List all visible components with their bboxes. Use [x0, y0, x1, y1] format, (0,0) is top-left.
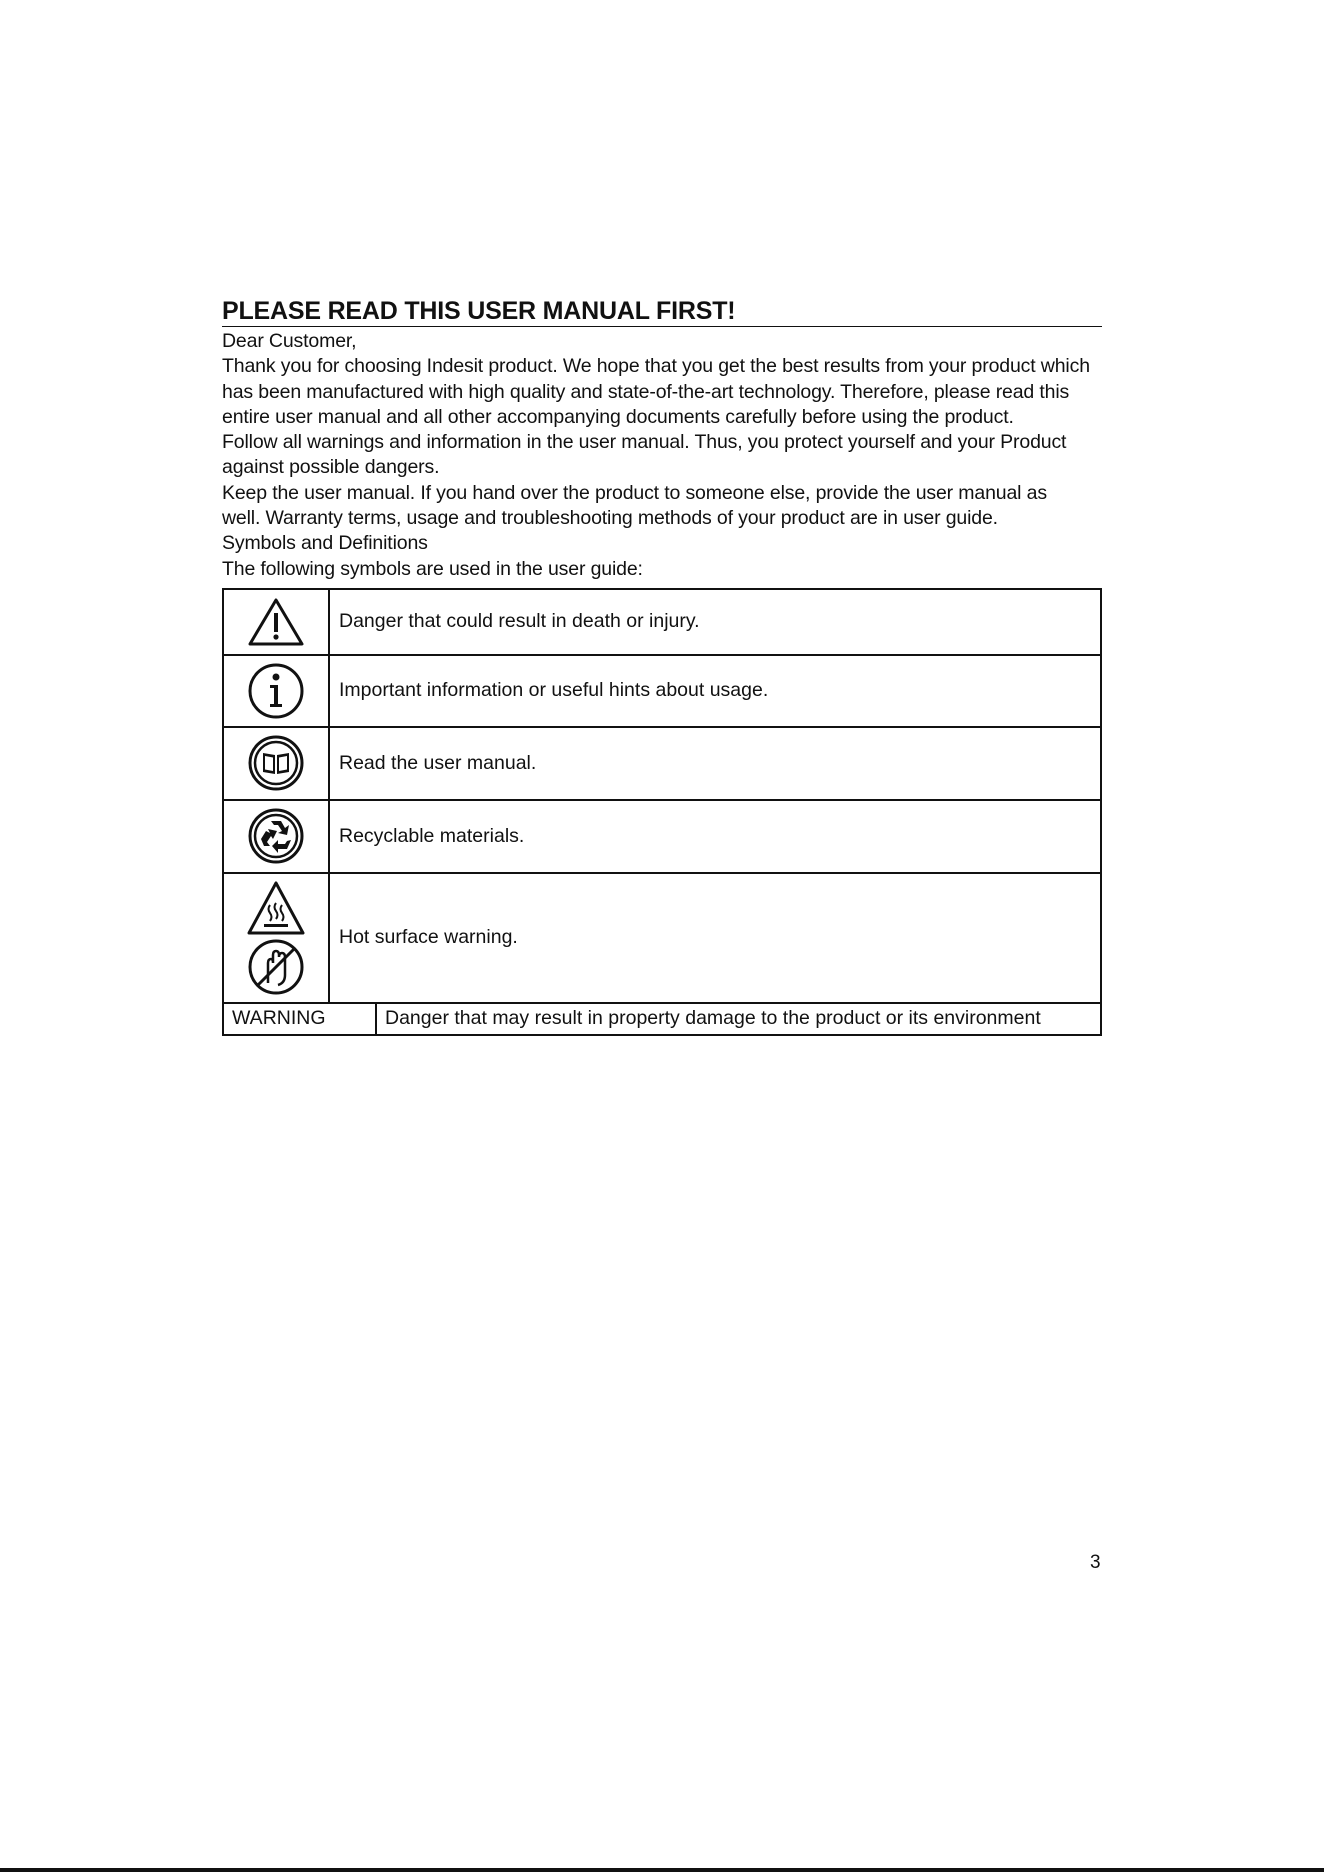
- icon-cell: [223, 655, 329, 727]
- intro-text: [222, 329, 1102, 582]
- table-row: [223, 800, 1101, 873]
- section-subtitle: Symbols and Definitions: [222, 532, 428, 555]
- symbol-description: Hot surface warning.: [329, 873, 1101, 1003]
- symbol-description: Important information or useful hints about usage.: [329, 655, 1101, 727]
- icon-cell: [223, 800, 329, 873]
- table-row: [223, 727, 1101, 800]
- page-title: PLEASE READ THIS USER MANUAL FIRST!: [222, 296, 1102, 327]
- text-line: well. Warranty terms, usage and troubleshooting methods of your product are in user guide.: [222, 507, 998, 530]
- text-line: against possible dangers.: [222, 456, 440, 479]
- page-bottom-border: [0, 1868, 1324, 1872]
- text-line: The following symbols are used in the user guide:: [222, 557, 643, 580]
- warning-table: [222, 1002, 1102, 1036]
- symbol-description: Recyclable materials.: [329, 800, 1101, 873]
- table-row: [223, 1003, 1101, 1035]
- text-line: Keep the user manual. If you hand over the product to someone else, provide the user manual as: [222, 481, 1047, 504]
- table-row: [223, 873, 1101, 1003]
- symbols-table: [222, 588, 1102, 1004]
- symbol-description: Read the user manual.: [329, 727, 1101, 800]
- page-number: 3: [1090, 1552, 1101, 1573]
- manual-page-content: [222, 296, 1102, 1036]
- warning-description: Danger that may result in property damage to the product or its environment: [376, 1003, 1101, 1035]
- text-line: Thank you for choosing Indesit product. We hope that you get the best results from your product which: [222, 355, 1090, 378]
- warning-label: WARNING: [223, 1003, 376, 1035]
- symbol-description: Danger that could result in death or injury.: [329, 589, 1101, 655]
- text-line: Follow all warnings and information in the user manual. Thus, you protect yourself and your Product: [222, 431, 1067, 454]
- table-row: [223, 655, 1101, 727]
- hot-surface-icon: [224, 879, 328, 997]
- text-line: entire user manual and all other accompanying documents carefully before using the product.: [222, 405, 1014, 428]
- icon-cell: [223, 727, 329, 800]
- danger-triangle-icon: [224, 596, 328, 648]
- icon-cell: [223, 873, 329, 1003]
- text-line: has been manufactured with high quality and state-of-the-art technology. Therefore, please read this: [222, 380, 1070, 403]
- icon-cell: [223, 589, 329, 655]
- text-line: Dear Customer,: [222, 330, 357, 352]
- read-manual-icon: [224, 734, 328, 792]
- info-icon: [224, 662, 328, 720]
- recycle-icon: [224, 807, 328, 865]
- table-row: [223, 589, 1101, 655]
